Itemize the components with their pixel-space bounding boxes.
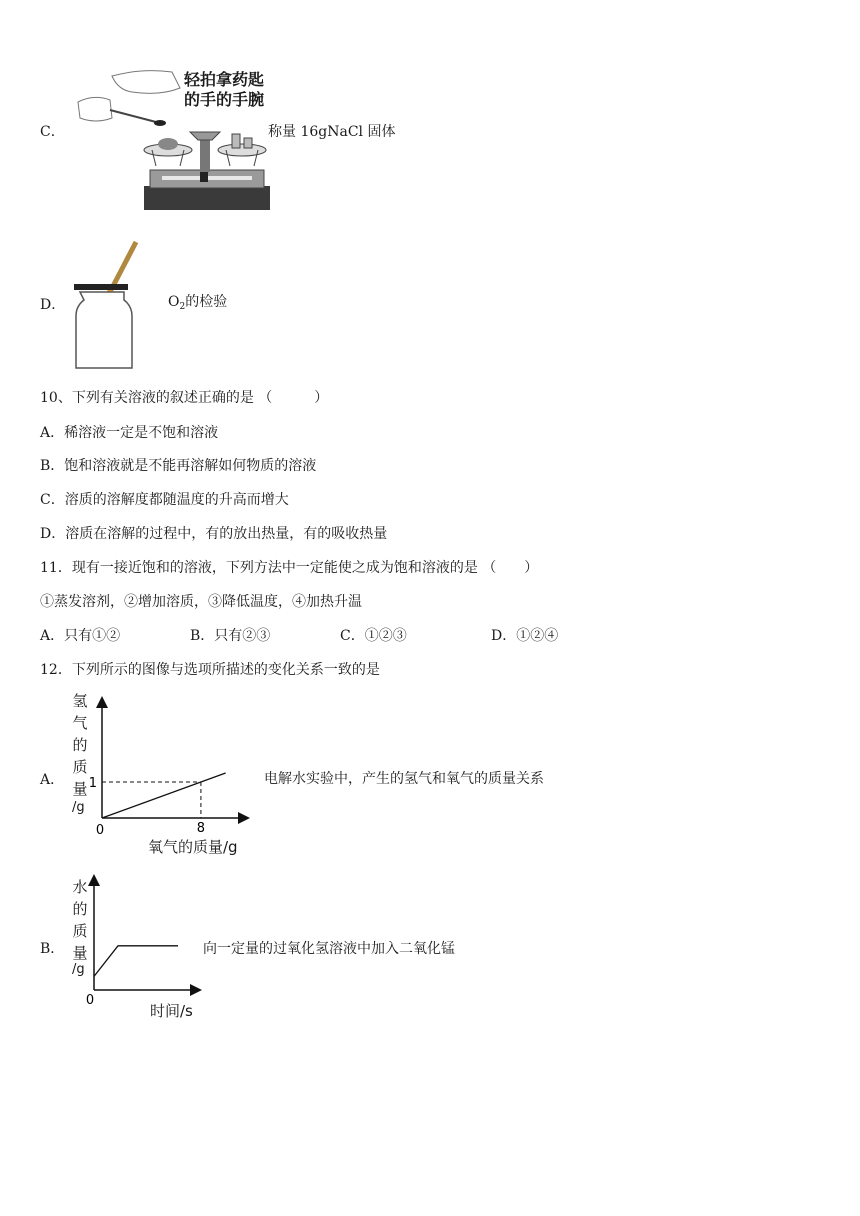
q12-a-xlabel: 氧气的质量/g [148,838,238,856]
q12-stem: 12．下列所示的图像与选项所描述的变化关系一致的是 [40,662,380,678]
weight-icon [244,138,252,148]
caption-o: O [168,294,180,310]
q12-a-ylabel [72,690,88,800]
option-c-caption: 称量 16gNaCl 固体 [268,124,396,140]
q12-a-caption: 电解水实验中，产生的氢气和氧气的质量关系 [264,771,544,787]
q12-graph-a [66,690,256,860]
option-d-letter: D． [40,297,66,313]
ylabel-char: 质 [72,758,88,776]
ylabel-char: 量 [72,780,88,798]
spoon-handle [110,110,156,122]
ylabel-char: 氢 [72,692,88,710]
series-line [102,773,226,818]
q11-option-d: D．①②④ [491,628,559,644]
caption-subscript: 2 [179,302,186,312]
caption-rest: 的检验 [185,294,228,310]
glass-cover-plate [74,284,128,290]
y-tick-label: 1 [88,776,97,791]
weight-icon [232,134,240,148]
tapping-hand-icon [112,71,180,94]
q12-b-xlabel: 时间/s [150,1002,193,1020]
balance-base [144,186,270,210]
q12-option-a-letter: A． [40,772,65,788]
holding-hand-icon [78,97,112,121]
series-line [94,946,178,977]
callout-line-1: 轻拍拿药匙 [184,70,265,89]
nacl-pile [158,138,178,150]
x-tick-label: 8 [196,821,206,836]
spoon-icon [154,120,166,126]
right-pan [218,144,266,156]
ylabel-char: 质 [72,922,88,940]
origin-label: 0 [95,823,105,838]
q12-option-b-letter: B． [40,941,65,957]
q12-b-caption: 向一定量的过氧化氢溶液中加入二氧化锰 [203,941,455,957]
q11-option-a: A．只有①② [40,628,121,644]
q11-option-c: C．①②③ [340,628,407,644]
option-c-letter: C． [40,124,65,140]
callout-line-2: 的手的手腕 [184,90,265,109]
q10-option-c: C．溶质的溶解度都随温度的升高而增大 [40,492,289,508]
balance-pointer-top [190,132,220,140]
q12-b-ylabel [72,876,88,964]
q12-a-yunit: /g [72,800,85,815]
ylabel-char: 的 [72,736,88,754]
q10-option-d: D．溶质在溶解的过程中，有的放出热量，有的吸收热量 [40,526,388,542]
q11-option-b: B．只有②③ [190,628,271,644]
ylabel-char: 的 [72,900,88,918]
origin-label: 0 [85,993,95,1008]
ylabel-char: 气 [72,714,88,732]
ylabel-char: 水 [72,878,88,896]
q10-option-a: A．稀溶液一定是不饱和溶液 [40,425,219,441]
q10-option-b: B．饱和溶液就是不能再溶解如何物质的溶液 [40,458,317,474]
q12-b-yunit: /g [72,962,85,977]
tap-wrist-callout [184,70,264,110]
q11-methods: ①蒸发溶剂，②增加溶质，③降低温度，④加热升温 [40,594,362,610]
option-d-caption [168,293,227,316]
q10-stem: 10、下列有关溶液的叙述正确的是 （ ） [40,390,329,406]
q11-stem: 11．现有一接近饱和的溶液，下列方法中一定能使之成为饱和溶液的是 （ ） [40,560,539,576]
gas-jar [76,292,132,368]
ylabel-char: 量 [72,944,88,962]
gas-jar-illustration [70,236,150,372]
balance-pillar [200,136,210,172]
